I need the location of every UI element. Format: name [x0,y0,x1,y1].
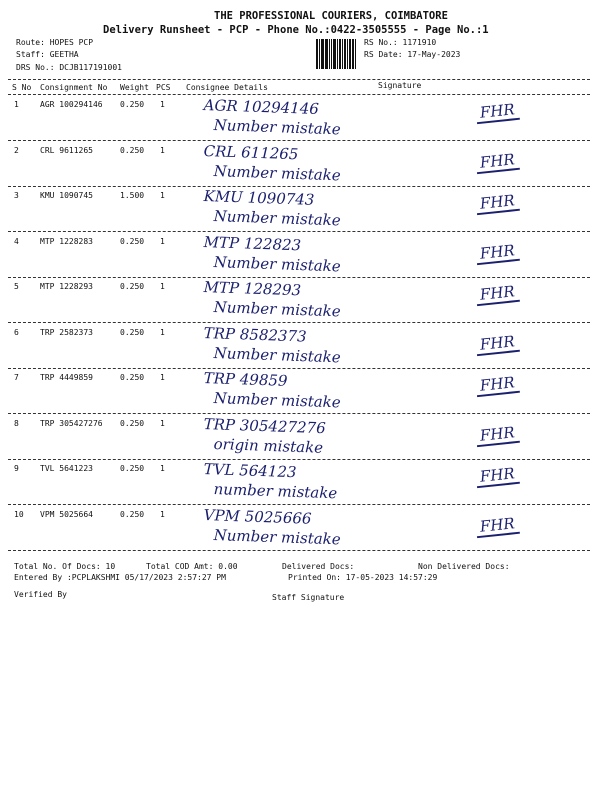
handwritten-number: TRP 8582373 [203,323,307,346]
row-consignment: TRP 4449859 [40,373,93,382]
row-consignment: MTP 1228293 [40,282,93,291]
row-weight: 0.250 [120,327,145,337]
col-consignment: Consignment No [40,83,108,92]
row-pcs: 1 [160,145,165,155]
col-signature: Signature [378,81,422,90]
header-bottom-rule [8,94,590,95]
printed-on: Printed On: 17-05-2023 14:57:29 [288,573,438,582]
handwritten-remark: Number mistake [213,525,342,548]
signature-mark: FHR [475,464,520,488]
verified-by: Verified By [14,590,67,599]
table-row [0,278,600,320]
total-docs: Total No. Of Docs: 10 [14,562,116,571]
row-pcs: 1 [160,464,165,473]
row-weight: 0.250 [120,236,145,246]
handwritten-remark: number mistake [213,480,338,503]
header-top-rule [8,79,590,80]
row-weight: 0.250 [120,100,145,109]
table-row [0,506,600,548]
row-weight: 0.250 [120,418,145,428]
row-sno: 1 [14,100,19,109]
row-sno: 4 [14,236,19,246]
row-pcs: 1 [160,373,165,382]
row-consignment: VPM 5025664 [40,509,93,519]
table-row [0,415,600,457]
route-label: Route: HOPES PCP [16,38,94,47]
col-weight: Weight [120,83,149,92]
signature-mark: FHR [475,373,520,397]
rs-number: RS No.: 1171910 [364,38,437,47]
handwritten-remark: Number mistake [213,116,342,139]
handwritten-remark: Number mistake [213,161,342,184]
row-sno: 7 [14,373,19,382]
row-pcs: 1 [160,236,165,246]
entered-by: Entered By :PCPLAKSHMI 05/17/2023 2:57:27 PM [14,573,226,582]
row-weight: 1.500 [120,191,145,200]
signature-mark: FHR [475,100,520,124]
row-consignment: KMU 1090745 [40,191,93,200]
col-pcs: PCS [156,83,171,92]
table-row [0,324,600,366]
signature-mark: FHR [475,149,520,173]
barcode [316,39,356,69]
row-consignment: TVL 5641223 [40,464,93,473]
row-sno: 8 [14,418,19,428]
row-consignment: CRL 9611265 [40,145,93,155]
handwritten-number: TVL 564123 [203,460,297,482]
rs-date: RS Date: 17-May-2023 [364,50,461,59]
row-consignment: MTP 1228283 [40,236,93,246]
handwritten-remark: Number mistake [213,389,342,412]
row-sno: 5 [14,282,19,291]
row-sno: 6 [14,327,19,337]
row-divider [8,550,590,551]
row-consignment: TRP 2582373 [40,327,93,337]
handwritten-number: MTP 128293 [203,278,302,300]
table-row [0,460,600,502]
table-row [0,142,600,184]
staff-label: Staff: GEETHA [16,50,79,59]
row-pcs: 1 [160,191,165,200]
signature-mark: FHR [475,422,520,446]
total-cod: Total COD Amt: 0.00 [146,562,238,571]
handwritten-remark: Number mistake [213,298,342,321]
row-pcs: 1 [160,509,165,519]
signature-mark: FHR [475,240,520,264]
runsheet-title: Delivery Runsheet - PCP - Phone No.:0422-3505555 - Page No.:1 [103,24,489,36]
row-weight: 0.250 [120,145,145,155]
col-details: Consignee Details [186,83,268,92]
signature-mark: FHR [475,282,520,306]
col-sno: S No [12,83,32,92]
row-sno: 10 [14,509,24,519]
handwritten-remark: Number mistake [213,343,342,366]
row-weight: 0.250 [120,509,145,519]
non-delivered-docs: Non Delivered Docs: [418,562,510,571]
table-row [0,369,600,411]
row-pcs: 1 [160,282,165,291]
handwritten-number: AGR 10294146 [203,96,320,119]
handwritten-number: VPM 5025666 [203,505,312,528]
handwritten-remark: origin mistake [213,434,324,457]
row-weight: 0.250 [120,464,145,473]
row-sno: 3 [14,191,19,200]
row-weight: 0.250 [120,373,145,382]
handwritten-number: CRL 611265 [203,141,299,163]
row-pcs: 1 [160,327,165,337]
signature-mark: FHR [475,331,520,355]
row-pcs: 1 [160,100,165,109]
company-name: THE PROFESSIONAL COURIERS, COIMBATORE [214,10,448,22]
row-consignment: AGR 100294146 [40,100,103,109]
table-row [0,233,600,275]
handwritten-number: TRP 49859 [203,369,288,390]
handwritten-number: KMU 1090743 [203,187,315,209]
handwritten-number: MTP 122823 [203,232,302,254]
handwritten-remark: Number mistake [213,207,342,230]
table-row [0,187,600,229]
signature-mark: FHR [475,513,520,537]
handwritten-number: TRP 305427276 [203,414,326,437]
row-pcs: 1 [160,418,165,428]
row-weight: 0.250 [120,282,145,291]
staff-signature: Staff Signature [272,593,345,602]
row-sno: 2 [14,145,19,155]
table-row [0,96,600,138]
handwritten-remark: Number mistake [213,252,342,275]
row-sno: 9 [14,464,19,473]
row-consignment: TRP 305427276 [40,418,103,428]
signature-mark: FHR [475,191,520,215]
drs-number: DRS No.: DCJB117191001 [16,63,122,72]
delivered-docs: Delivered Docs: [282,562,355,571]
